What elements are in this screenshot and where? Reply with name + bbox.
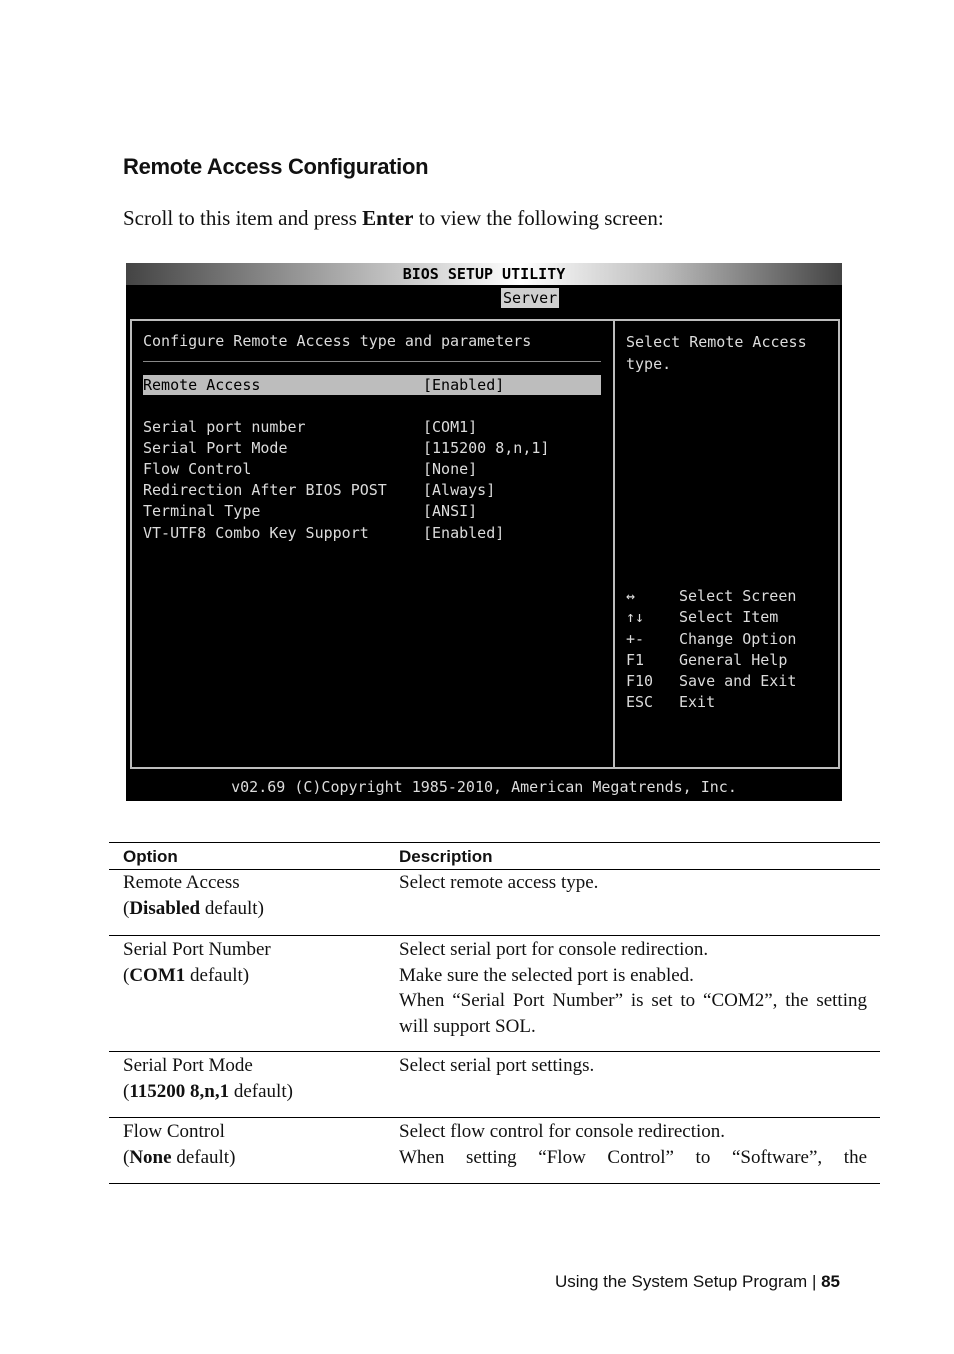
arrows-up-down-icon: ↑↓ (626, 608, 645, 627)
bios-title-bar: BIOS SETUP UTILITY (126, 263, 842, 285)
key-legend-action: Select Item (679, 608, 779, 627)
default-suffix: default) (185, 964, 250, 986)
bios-settings-pane (132, 321, 615, 767)
key-legend-item (626, 692, 826, 713)
bios-row-flow-control[interactable] (143, 459, 601, 479)
bios-row-value[interactable]: [Enabled] (423, 376, 505, 394)
footer-text: Using the System Setup Program | (554, 1272, 822, 1291)
bios-key-legend (626, 586, 826, 714)
table-row (109, 1118, 880, 1184)
bios-row-value[interactable]: [ANSI] (423, 502, 478, 520)
bios-screenshot (126, 263, 842, 801)
intro-paragraph (123, 206, 664, 231)
option-name: Serial Port Mode (123, 1055, 253, 1076)
options-table (109, 842, 880, 1184)
table-header (109, 842, 880, 870)
key-legend-action: Select Screen (679, 587, 797, 605)
option-cell (123, 937, 383, 988)
option-default (123, 1145, 383, 1171)
paren: ( (123, 897, 130, 919)
column-header-option: Option (123, 847, 178, 866)
bios-separator (143, 361, 601, 362)
bios-row-label: Serial Port Mode (143, 439, 288, 457)
bios-row-serial-port-mode[interactable] (143, 438, 601, 458)
option-name: Remote Access (123, 872, 240, 893)
bios-row-value[interactable]: [COM1] (423, 418, 478, 436)
key-legend-item (626, 629, 826, 650)
bios-row-value[interactable]: [Enabled] (423, 524, 505, 542)
description-line: Select remote access type. (399, 872, 599, 893)
bios-row-label: Remote Access (143, 376, 261, 394)
bios-help-text: Select Remote Access type. (626, 333, 807, 373)
key-legend-item (626, 586, 826, 607)
default-suffix: default) (229, 1080, 293, 1102)
bios-row-value[interactable]: [115200 8,n,1] (423, 439, 550, 457)
key-legend-key: F1 (626, 650, 645, 669)
bios-row-value[interactable]: [Always] (423, 481, 496, 499)
description-line: Make sure the selected port is enabled. (399, 964, 694, 986)
key-legend-key: ESC (626, 693, 654, 712)
paren: ( (123, 964, 130, 986)
arrows-left-right-icon: ↔ (626, 587, 636, 605)
bios-row-terminal-type[interactable] (143, 501, 601, 521)
paren: ( (123, 1080, 130, 1102)
key-legend-key: +- (626, 629, 645, 648)
paren: ( (123, 1146, 130, 1168)
option-default (123, 963, 383, 989)
bios-row-label: Serial port number (143, 418, 306, 436)
bios-row-remote-access[interactable] (143, 375, 601, 395)
description-line: When “Serial Port Number” is set to “COM2”, the setting will support SOL. (399, 990, 867, 1037)
default-suffix: default) (171, 1146, 236, 1168)
intro-key: Enter (362, 206, 414, 230)
default-value: None (129, 1146, 172, 1168)
key-legend-item (626, 650, 826, 671)
page-footer (555, 1272, 840, 1292)
default-value: Disabled (129, 897, 201, 919)
default-value: COM1 (129, 964, 186, 986)
option-default (123, 896, 383, 922)
bios-row-serial-port-number[interactable] (143, 417, 601, 437)
option-name: Flow Control (123, 1121, 225, 1142)
description-cell (399, 870, 867, 896)
bios-row-vt-utf8-combo-key[interactable] (143, 523, 601, 543)
table-row (109, 870, 880, 936)
default-suffix: default) (200, 897, 264, 919)
bios-row-label: Terminal Type (143, 502, 261, 520)
table-row (109, 1052, 880, 1118)
bios-main-box (130, 319, 840, 769)
description-line: Select serial port for console redirection. (399, 939, 709, 960)
bios-pane-title: Configure Remote Access type and parameters (143, 332, 532, 350)
bios-copyright-footer: v02.69 (C)Copyright 1985-2010, American Megatrends, Inc. (231, 778, 737, 796)
intro-text-before: Scroll to this item and press (123, 206, 363, 230)
key-legend-action: Exit (679, 693, 716, 712)
key-legend-item (626, 607, 826, 628)
option-cell (123, 1053, 383, 1104)
description-line: Select flow control for console redirection. (399, 1121, 726, 1142)
option-default (123, 1079, 383, 1105)
key-legend-action: Change Option (679, 629, 797, 648)
bios-row-label: Flow Control (143, 460, 252, 478)
bios-row-label: Redirection After BIOS POST (143, 481, 387, 499)
bios-row-label: VT-UTF8 Combo Key Support (143, 524, 369, 542)
description-cell (399, 1053, 867, 1079)
bios-help-pane (615, 321, 836, 767)
description-line: Select serial port settings. (399, 1055, 595, 1076)
section-heading: Remote Access Configuration (123, 154, 429, 179)
default-value: 115200 8,n,1 (129, 1080, 230, 1102)
key-legend-action: General Help (679, 650, 788, 669)
option-name: Serial Port Number (123, 939, 271, 960)
description-line: When setting “Flow Control” to “Software”, the (399, 1146, 867, 1168)
page-number: 85 (821, 1272, 840, 1291)
table-row (109, 936, 880, 1052)
option-cell (123, 870, 383, 921)
column-header-description: Description (399, 847, 493, 866)
description-cell (399, 937, 867, 1039)
intro-text-after: to view the following screen: (413, 206, 664, 230)
key-legend-action: Save and Exit (679, 672, 797, 691)
description-cell (399, 1119, 867, 1170)
key-legend-key: F10 (626, 672, 654, 691)
option-cell (123, 1119, 383, 1170)
key-legend-item (626, 671, 826, 692)
bios-row-redirection-after-post[interactable] (143, 480, 601, 500)
bios-tab-server[interactable]: Server (503, 289, 558, 307)
bios-row-value[interactable]: [None] (423, 460, 478, 478)
